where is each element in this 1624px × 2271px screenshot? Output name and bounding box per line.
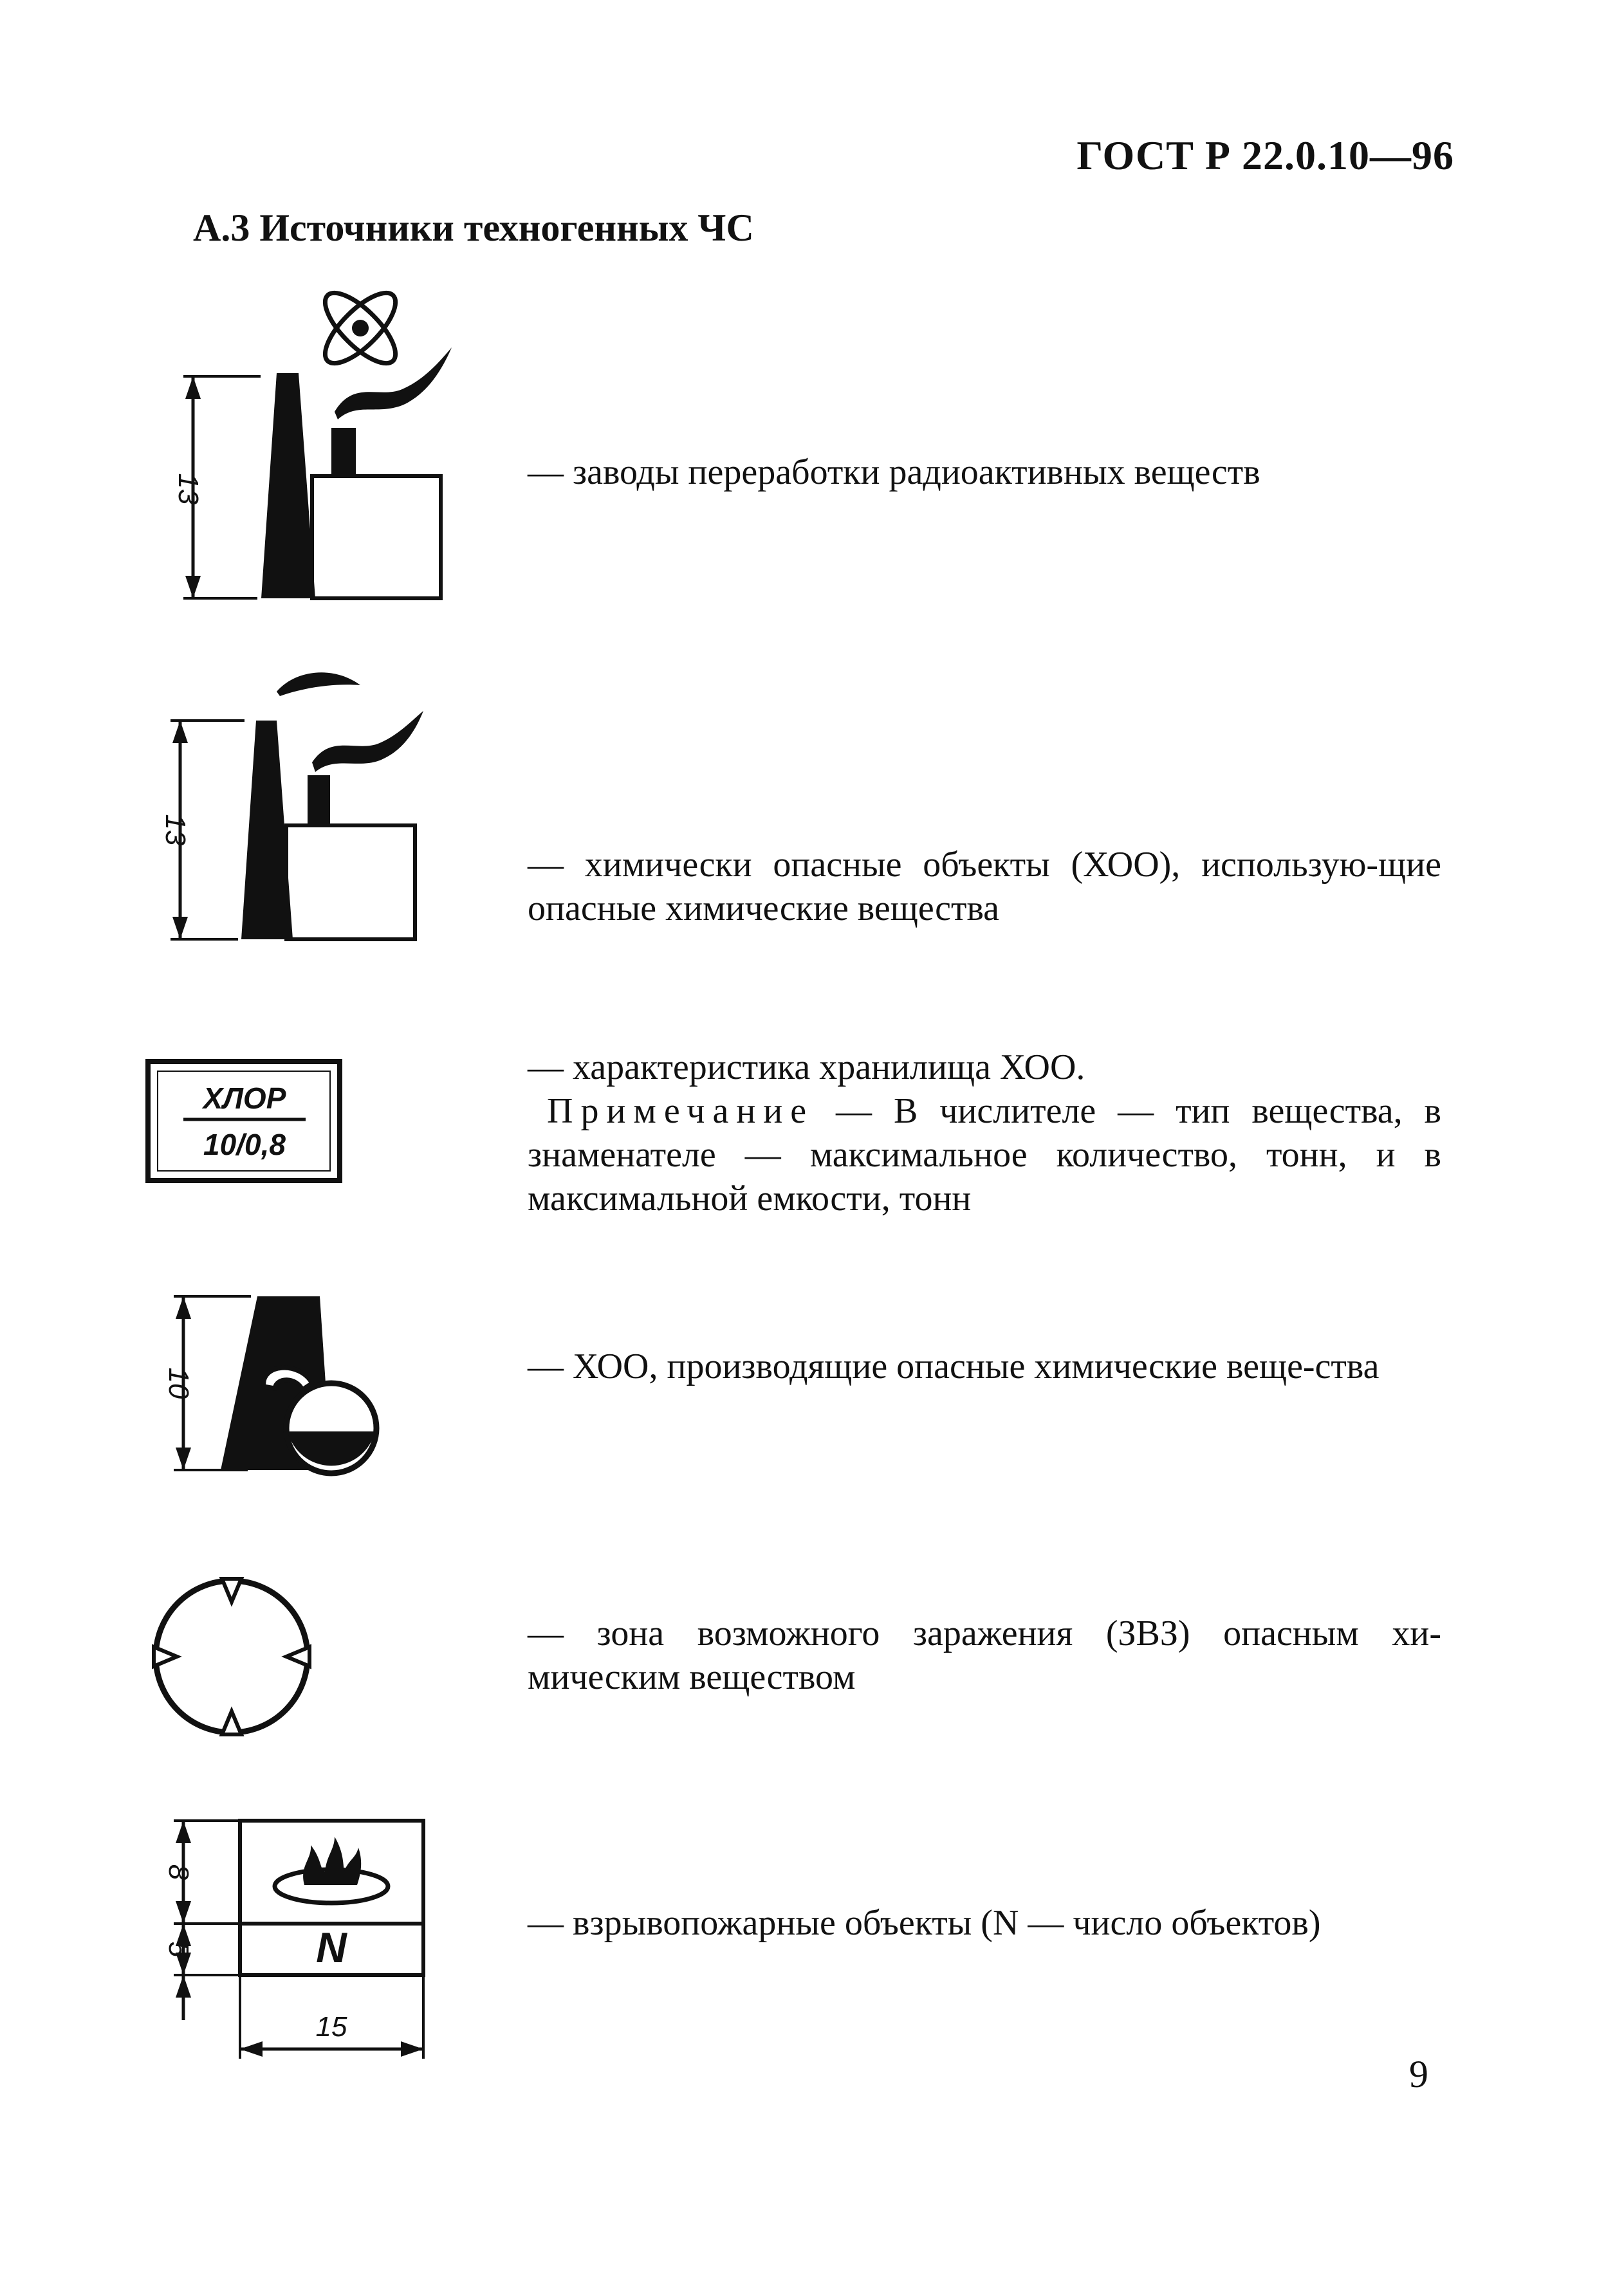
document-code: ГОСТ Р 22.0.10—96 [1076, 133, 1454, 178]
chemical-plant-icon [148, 656, 457, 952]
note-label: Примечание [547, 1091, 815, 1131]
item-description: — взрывопожарные объекты (N — число объектов) [528, 1903, 1321, 1943]
item-description: — ХОО, производящие опасные химические веще-ства [528, 1347, 1379, 1386]
page-number: 9 [1409, 2053, 1428, 2095]
dimension-label: 10 [163, 1367, 194, 1399]
explosive-fire-object-icon [138, 1814, 441, 2084]
storage-quantity: 10/0,8 [203, 1128, 286, 1161]
item-description: — химически опасные объекты (ХОО), использую-щие опасные химические вещества [528, 845, 1441, 928]
chemical-producer-icon [138, 1287, 409, 1480]
dimension-label-width: 15 [315, 2011, 347, 2043]
dimension-label-bottom: 5 [163, 1941, 194, 1958]
section-title: А.3 Источники техногенных ЧС [193, 207, 754, 249]
item-description: — заводы переработки радиоактивных веществ [528, 452, 1260, 492]
dimension-label-top: 8 [163, 1864, 194, 1880]
item-description: — характеристика хранилища ХОО. [528, 1047, 1085, 1087]
dimension-label: 13 [160, 814, 191, 846]
dimension-label: 13 [172, 473, 204, 505]
objects-count-letter: N [316, 1924, 347, 1971]
note-text: — В числителе — тип вещества, в знаменателе — максимальное количество, тонн, и в максимальной емкости, тонн [528, 1091, 1441, 1218]
storage-label-icon [145, 1058, 344, 1187]
item-description: — зона возможного заражения (ЗВЗ) опасным хи-мическим веществом [528, 1614, 1441, 1697]
storage-substance: ХЛОР [203, 1081, 286, 1115]
contamination-zone-icon [145, 1570, 318, 1743]
radioactive-plant-icon [148, 277, 483, 611]
